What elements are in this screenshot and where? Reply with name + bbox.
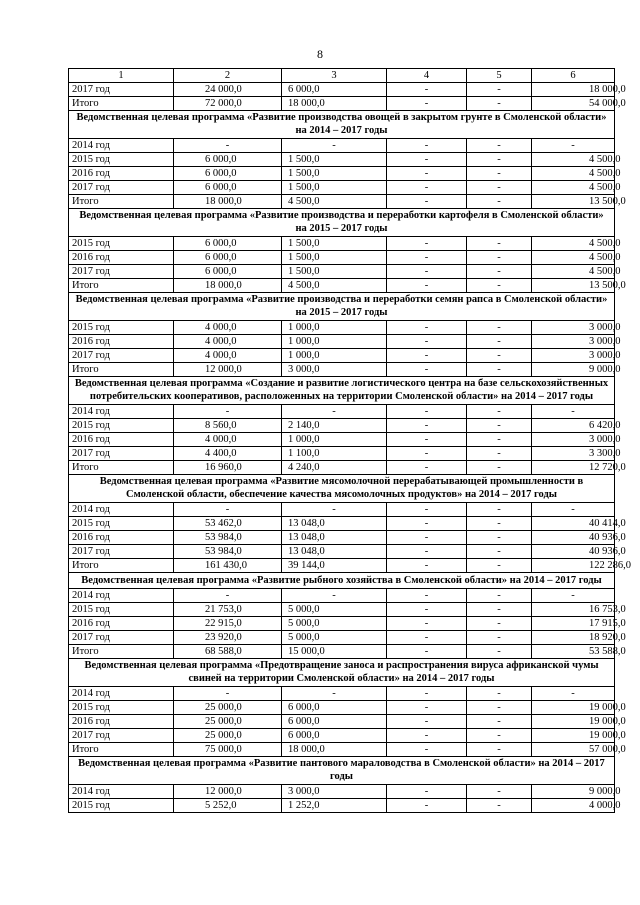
table-row	[69, 167, 615, 181]
amount-cell: 6 000,0	[174, 167, 282, 181]
amount-cell: 21 753,0	[174, 603, 282, 617]
amount-cell: 54 000,0	[532, 97, 615, 111]
amount-cell: -	[467, 447, 532, 461]
amount-cell: 1 000,0	[282, 321, 387, 335]
amount-cell: -	[467, 687, 532, 701]
amount-cell: -	[387, 799, 467, 813]
amount-cell: -	[387, 265, 467, 279]
table-row	[69, 589, 615, 603]
amount-cell: -	[282, 405, 387, 419]
row-label: Итого	[69, 461, 174, 475]
amount-cell: 6 000,0	[282, 729, 387, 743]
amount-cell: 12 720,0	[532, 461, 615, 475]
amount-cell: -	[174, 503, 282, 517]
table-row	[69, 279, 615, 293]
amount-cell: 25 000,0	[174, 701, 282, 715]
table-row	[69, 237, 615, 251]
row-label: 2016 год	[69, 617, 174, 631]
row-label: 2016 год	[69, 251, 174, 265]
amount-cell: 1 500,0	[282, 167, 387, 181]
column-number: 5	[467, 69, 532, 83]
program-title-row	[69, 111, 615, 139]
amount-cell: -	[467, 589, 532, 603]
amount-cell: -	[387, 405, 467, 419]
row-label: 2015 год	[69, 419, 174, 433]
amount-cell: 9 000,0	[532, 363, 615, 377]
amount-cell: 12 000,0	[174, 785, 282, 799]
amount-cell: 1 000,0	[282, 349, 387, 363]
amount-cell: 3 000,0	[282, 363, 387, 377]
table-row	[69, 363, 615, 377]
amount-cell: 19 000,0	[532, 701, 615, 715]
table-row	[69, 349, 615, 363]
row-label: 2016 год	[69, 167, 174, 181]
amount-cell: -	[387, 603, 467, 617]
amount-cell: 4 500,0	[282, 195, 387, 209]
amount-cell: 18 000,0	[174, 279, 282, 293]
table-row	[69, 251, 615, 265]
amount-cell: 5 252,0	[174, 799, 282, 813]
table-row	[69, 559, 615, 573]
column-number-row	[69, 69, 615, 83]
amount-cell: -	[467, 419, 532, 433]
amount-cell: -	[467, 195, 532, 209]
amount-cell: 4 400,0	[174, 447, 282, 461]
amount-cell: 6 000,0	[174, 153, 282, 167]
amount-cell: -	[467, 715, 532, 729]
amount-cell: -	[387, 545, 467, 559]
amount-cell: -	[467, 517, 532, 531]
amount-cell: -	[532, 139, 615, 153]
funding-table-body	[69, 69, 631, 813]
program-title-row	[69, 209, 615, 237]
amount-cell: -	[174, 139, 282, 153]
table-row	[69, 265, 615, 279]
amount-cell: 1 252,0	[282, 799, 387, 813]
program-title: Ведомственная целевая программа «Развитие производства и переработки картофеля в Смоленской области» на 2015 – 2017 годы	[69, 209, 615, 237]
amount-cell: -	[387, 531, 467, 545]
amount-cell: -	[387, 589, 467, 603]
amount-cell: 4 240,0	[282, 461, 387, 475]
amount-cell: 23 920,0	[174, 631, 282, 645]
amount-cell: -	[467, 743, 532, 757]
amount-cell: -	[532, 687, 615, 701]
row-label: 2015 год	[69, 517, 174, 531]
amount-cell: 1 000,0	[282, 335, 387, 349]
amount-cell: -	[467, 617, 532, 631]
row-label: 2014 год	[69, 589, 174, 603]
amount-cell: 3 000,0	[282, 785, 387, 799]
amount-cell: -	[174, 405, 282, 419]
amount-cell: -	[387, 349, 467, 363]
amount-cell: -	[467, 363, 532, 377]
amount-cell: 24 000,0	[174, 83, 282, 97]
amount-cell: -	[387, 631, 467, 645]
row-label: 2014 год	[69, 687, 174, 701]
amount-cell: -	[467, 167, 532, 181]
amount-cell: -	[387, 447, 467, 461]
table-row	[69, 181, 615, 195]
amount-cell: 39 144,0	[282, 559, 387, 573]
page-number: 8	[317, 47, 323, 61]
amount-cell: -	[387, 715, 467, 729]
table-row	[69, 617, 615, 631]
table-row	[69, 321, 615, 335]
row-label: Итого	[69, 279, 174, 293]
amount-cell: 161 430,0	[174, 559, 282, 573]
amount-cell: 2 140,0	[282, 419, 387, 433]
amount-cell: -	[282, 687, 387, 701]
amount-cell: -	[467, 349, 532, 363]
row-label: Итого	[69, 559, 174, 573]
column-number: 4	[387, 69, 467, 83]
amount-cell: -	[467, 545, 532, 559]
table-row	[69, 545, 615, 559]
amount-cell: -	[387, 729, 467, 743]
amount-cell: -	[467, 265, 532, 279]
column-number: 1	[69, 69, 174, 83]
table-row	[69, 153, 615, 167]
amount-cell: 4 000,0	[174, 335, 282, 349]
amount-cell: 4 000,0	[532, 799, 615, 813]
amount-cell: -	[467, 83, 532, 97]
program-title: Ведомственная целевая программа «Развитие мясомолочной перерабатывающей промышленности в Смоленской области, обеспечение качества мясомолочных продуктов» на 2014 – 2017 годы	[69, 475, 615, 503]
table-row	[69, 503, 615, 517]
table-row	[69, 335, 615, 349]
amount-cell: 18 000,0	[532, 83, 615, 97]
amount-cell: -	[467, 645, 532, 659]
row-label: 2016 год	[69, 715, 174, 729]
amount-cell: 1 500,0	[282, 153, 387, 167]
program-title-row	[69, 293, 615, 321]
row-label: 2017 год	[69, 631, 174, 645]
row-label: Итого	[69, 743, 174, 757]
amount-cell: 6 000,0	[174, 181, 282, 195]
amount-cell: 75 000,0	[174, 743, 282, 757]
amount-cell: 18 000,0	[174, 195, 282, 209]
amount-cell: 9 000,0	[532, 785, 615, 799]
amount-cell: 1 100,0	[282, 447, 387, 461]
amount-cell: -	[387, 139, 467, 153]
amount-cell: 25 000,0	[174, 729, 282, 743]
table-row	[69, 195, 615, 209]
table-row	[69, 97, 615, 111]
program-title-row	[69, 377, 615, 405]
amount-cell: -	[467, 729, 532, 743]
amount-cell: -	[387, 335, 467, 349]
amount-cell: 18 000,0	[282, 97, 387, 111]
program-title-row	[69, 757, 615, 785]
amount-cell: -	[174, 687, 282, 701]
amount-cell: -	[467, 279, 532, 293]
table-row	[69, 729, 615, 743]
table-row	[69, 799, 615, 813]
amount-cell: -	[467, 531, 532, 545]
row-label: 2014 год	[69, 503, 174, 517]
amount-cell: -	[387, 83, 467, 97]
amount-cell: 16 960,0	[174, 461, 282, 475]
amount-cell: -	[387, 559, 467, 573]
amount-cell: 6 000,0	[282, 83, 387, 97]
row-label: 2017 год	[69, 447, 174, 461]
amount-cell: 12 000,0	[174, 363, 282, 377]
amount-cell: 15 000,0	[282, 645, 387, 659]
amount-cell: 4 500,0	[532, 167, 615, 181]
table-row	[69, 785, 615, 799]
program-title: Ведомственная целевая программа «Предотвращение заноса и распространения вируса африканской чумы свиней на территории Смоленской области» на 2014 – 2017 годы	[69, 659, 615, 687]
amount-cell: 13 048,0	[282, 545, 387, 559]
table-row	[69, 433, 615, 447]
program-title-row	[69, 659, 615, 687]
amount-cell: 57 000,0	[532, 743, 615, 757]
row-label: 2017 год	[69, 265, 174, 279]
amount-cell: 3 000,0	[532, 321, 615, 335]
amount-cell: 3 300,0	[532, 447, 615, 461]
table-row	[69, 743, 615, 757]
row-label: 2015 год	[69, 237, 174, 251]
row-label: 2015 год	[69, 799, 174, 813]
amount-cell: 6 000,0	[174, 237, 282, 251]
amount-cell: 4 500,0	[532, 265, 615, 279]
amount-cell: -	[467, 139, 532, 153]
table-row	[69, 687, 615, 701]
amount-cell: -	[387, 645, 467, 659]
amount-cell: 6 420,0	[532, 419, 615, 433]
amount-cell: 53 984,0	[174, 545, 282, 559]
row-label: 2017 год	[69, 729, 174, 743]
column-number: 2	[174, 69, 282, 83]
amount-cell: -	[387, 181, 467, 195]
row-label: 2015 год	[69, 701, 174, 715]
amount-cell: 6 000,0	[174, 251, 282, 265]
amount-cell: 3 000,0	[532, 349, 615, 363]
amount-cell: 53 588,0	[532, 645, 615, 659]
amount-cell: -	[467, 251, 532, 265]
program-title: Ведомственная целевая программа «Развитие производства и переработки семян рапса в Смоленской области» на 2015 – 2017 годы	[69, 293, 615, 321]
program-title: Ведомственная целевая программа «Развитие пантового мараловодства в Смоленской области» на 2014 – 2017 годы	[69, 757, 615, 785]
amount-cell: 19 000,0	[532, 715, 615, 729]
row-label: 2017 год	[69, 349, 174, 363]
table-row	[69, 419, 615, 433]
amount-cell: -	[467, 701, 532, 715]
table-row	[69, 461, 615, 475]
row-label: Итого	[69, 363, 174, 377]
amount-cell: 5 000,0	[282, 631, 387, 645]
amount-cell: 6 000,0	[174, 265, 282, 279]
amount-cell: 40 936,0	[532, 545, 615, 559]
amount-cell: -	[467, 461, 532, 475]
amount-cell: -	[387, 195, 467, 209]
row-label: 2017 год	[69, 545, 174, 559]
amount-cell: 3 000,0	[532, 335, 615, 349]
program-title-row	[69, 573, 615, 589]
program-title: Ведомственная целевая программа «Развитие производства овощей в закрытом грунте в Смоленской области» на 2014 – 2017 годы	[69, 111, 615, 139]
table-row	[69, 447, 615, 461]
amount-cell: -	[282, 589, 387, 603]
amount-cell: -	[467, 181, 532, 195]
amount-cell: -	[387, 97, 467, 111]
table-row	[69, 715, 615, 729]
amount-cell: 19 000,0	[532, 729, 615, 743]
amount-cell: -	[467, 321, 532, 335]
amount-cell: 4 500,0	[532, 237, 615, 251]
amount-cell: -	[387, 503, 467, 517]
amount-cell: -	[387, 687, 467, 701]
amount-cell: 4 000,0	[174, 349, 282, 363]
row-label: 2014 год	[69, 139, 174, 153]
amount-cell: 4 000,0	[174, 321, 282, 335]
amount-cell: 22 915,0	[174, 617, 282, 631]
amount-cell: -	[387, 237, 467, 251]
table-row	[69, 701, 615, 715]
amount-cell: 13 048,0	[282, 531, 387, 545]
amount-cell: 72 000,0	[174, 97, 282, 111]
row-label: 2015 год	[69, 321, 174, 335]
amount-cell: -	[467, 631, 532, 645]
amount-cell: 1 000,0	[282, 433, 387, 447]
amount-cell: 40 414,0	[532, 517, 615, 531]
row-label: 2015 год	[69, 153, 174, 167]
amount-cell: -	[387, 785, 467, 799]
amount-cell: 16 753,0	[532, 603, 615, 617]
row-label: Итого	[69, 195, 174, 209]
amount-cell: 53 462,0	[174, 517, 282, 531]
amount-cell: 1 500,0	[282, 251, 387, 265]
amount-cell: -	[467, 97, 532, 111]
amount-cell: 5 000,0	[282, 603, 387, 617]
amount-cell: 3 000,0	[532, 433, 615, 447]
amount-cell: -	[387, 363, 467, 377]
amount-cell: -	[467, 405, 532, 419]
table-row	[69, 631, 615, 645]
amount-cell: 6 000,0	[282, 701, 387, 715]
amount-cell: 1 500,0	[282, 237, 387, 251]
column-number: 6	[532, 69, 615, 83]
amount-cell: -	[467, 433, 532, 447]
row-label: 2016 год	[69, 433, 174, 447]
amount-cell: -	[387, 167, 467, 181]
amount-cell: 13 048,0	[282, 517, 387, 531]
amount-cell: -	[387, 153, 467, 167]
row-label: Итого	[69, 645, 174, 659]
amount-cell: -	[387, 279, 467, 293]
amount-cell: 4 500,0	[282, 279, 387, 293]
amount-cell: -	[467, 603, 532, 617]
amount-cell: -	[467, 799, 532, 813]
amount-cell: -	[532, 503, 615, 517]
amount-cell: -	[387, 701, 467, 715]
row-label: 2014 год	[69, 405, 174, 419]
amount-cell: -	[467, 503, 532, 517]
row-label: 2017 год	[69, 83, 174, 97]
amount-cell: -	[467, 335, 532, 349]
amount-cell: -	[387, 743, 467, 757]
amount-cell: 122 286,0	[532, 559, 615, 573]
program-title: Ведомственная целевая программа «Создание и развитие логистического центра на базе сельскохозяйственных потребительских кооперативов, расположенных на территории Смоленской области» на 2014 – 2017 годы	[69, 377, 615, 405]
amount-cell: 13 500,0	[532, 279, 615, 293]
table-row	[69, 645, 615, 659]
amount-cell: -	[387, 461, 467, 475]
table-row	[69, 83, 615, 97]
amount-cell: 4 000,0	[174, 433, 282, 447]
amount-cell: 1 500,0	[282, 181, 387, 195]
row-label: 2015 год	[69, 603, 174, 617]
amount-cell: 1 500,0	[282, 265, 387, 279]
amount-cell: 25 000,0	[174, 715, 282, 729]
amount-cell: -	[467, 785, 532, 799]
amount-cell: -	[387, 517, 467, 531]
amount-cell: -	[387, 433, 467, 447]
program-title: Ведомственная целевая программа «Развитие рыбного хозяйства в Смоленской области» на 2014 – 2017 годы	[69, 573, 615, 589]
amount-cell: -	[532, 405, 615, 419]
program-title-row	[69, 475, 615, 503]
funding-table	[68, 68, 631, 813]
amount-cell: -	[282, 139, 387, 153]
amount-cell: -	[387, 251, 467, 265]
table-row	[69, 139, 615, 153]
row-label: 2014 год	[69, 785, 174, 799]
amount-cell: 6 000,0	[282, 715, 387, 729]
row-label: 2016 год	[69, 531, 174, 545]
table-row	[69, 531, 615, 545]
amount-cell: 4 500,0	[532, 251, 615, 265]
table-row	[69, 517, 615, 531]
amount-cell: 8 560,0	[174, 419, 282, 433]
amount-cell: -	[387, 419, 467, 433]
row-label: 2017 год	[69, 181, 174, 195]
row-label: 2016 год	[69, 335, 174, 349]
amount-cell: 40 936,0	[532, 531, 615, 545]
amount-cell: -	[467, 559, 532, 573]
amount-cell: 4 500,0	[532, 181, 615, 195]
amount-cell: 18 000,0	[282, 743, 387, 757]
amount-cell: 53 984,0	[174, 531, 282, 545]
amount-cell: -	[467, 237, 532, 251]
amount-cell: 13 500,0	[532, 195, 615, 209]
amount-cell: -	[282, 503, 387, 517]
amount-cell: 17 915,0	[532, 617, 615, 631]
table-row	[69, 405, 615, 419]
amount-cell: 4 500,0	[532, 153, 615, 167]
amount-cell: 18 920,0	[532, 631, 615, 645]
amount-cell: -	[387, 617, 467, 631]
amount-cell: -	[174, 589, 282, 603]
amount-cell: -	[532, 589, 615, 603]
table-row	[69, 603, 615, 617]
amount-cell: -	[387, 321, 467, 335]
amount-cell: -	[467, 153, 532, 167]
row-label: Итого	[69, 97, 174, 111]
amount-cell: 5 000,0	[282, 617, 387, 631]
amount-cell: 68 588,0	[174, 645, 282, 659]
column-number: 3	[282, 69, 387, 83]
